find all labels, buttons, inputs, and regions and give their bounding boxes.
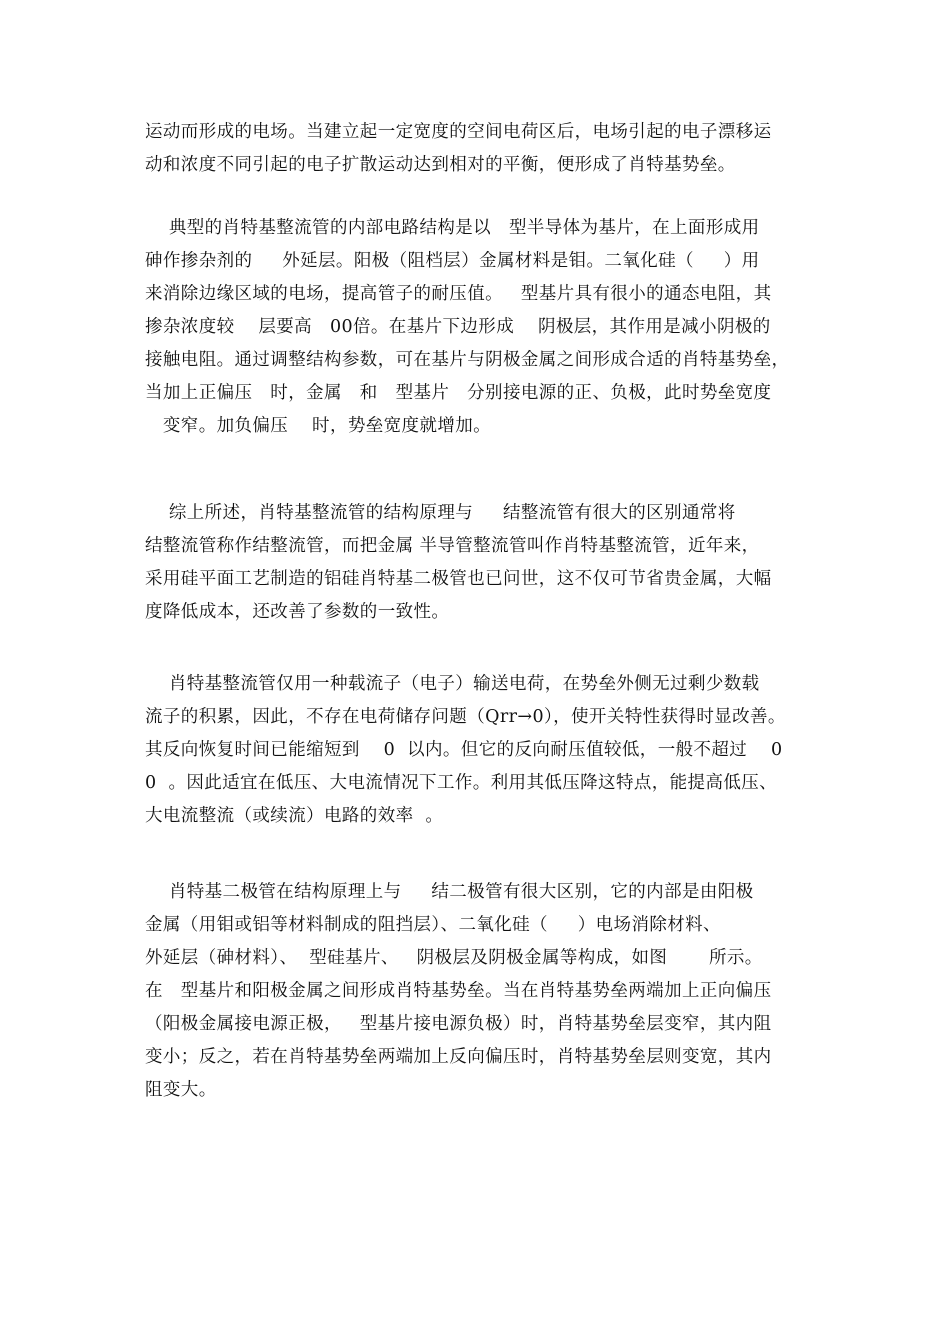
text-line: 砷作掺杂剂的 外延层。阳极（阻档层）金属材料是钼。二氧化硅（ ）用 (145, 251, 760, 271)
text-line: 综上所述，肖特基整流管的结构原理与 结整流管有很大的区别通常将 (145, 503, 736, 523)
text-line: （阳极金属接电源正极， 型基片接电源负极）时，肖特基势垒层变窄，其内阻 (145, 1014, 772, 1034)
text-line: 变窄。加负偏压 时，势垒宽度就增加。 (145, 416, 492, 436)
text-line: 结整流管称作结整流管，而把金属 半导管整流管叫作肖特基整流管，近年来， (145, 536, 760, 556)
text-line: 采用硅平面工艺制造的铝硅肖特基二极管也已问世，这不仅可节省贵金属，大幅 (145, 569, 772, 589)
paragraph-internal-structure (145, 212, 815, 443)
text-line: 大电流整流（或续流）电路的效率 。 (145, 806, 444, 826)
text-line: 来消除边缘区域的电场，提高管子的耐压值。 型基片具有很小的通态电阻，其 (145, 284, 772, 304)
paragraph-carrier-transport (145, 668, 815, 833)
text-line: 典型的肖特基整流管的内部电路结构是以 型半导体为基片，在上面形成用 (145, 218, 760, 238)
text-line: 动和浓度不同引起的电子扩散运动达到相对的平衡，便形成了肖特基势垒。 (145, 155, 736, 175)
text-line: 阻变大。 (145, 1080, 217, 1100)
text-line: 度降低成本，还改善了参数的一致性。 (145, 602, 450, 622)
text-line: 接触电阻。通过调整结构参数，可在基片与阴极金属之间形成合适的肖特基势垒， (145, 350, 790, 370)
text-line: 其反向恢复时间已能缩短到 0 以内。但它的反向耐压值较低，一般不超过 0 (145, 740, 783, 760)
text-line: 在 型基片和阳极金属之间形成肖特基势垒。当在肖特基势垒两端加上正向偏压 (145, 981, 772, 1001)
text-line: 肖特基二极管在结构原理上与 结二极管有很大区别，它的内部是由阳极 (145, 882, 754, 902)
paragraph-electric-field (145, 116, 815, 182)
text-line: 掺杂浓度较 层要高 00倍。在基片下边形成 阴极层，其作用是减小阴极的 (145, 317, 771, 337)
text-line: 变小；反之，若在肖特基势垒两端加上反向偏压时，肖特基势垒层则变宽，其内 (145, 1047, 772, 1067)
text-line: 肖特基整流管仅用一种载流子（电子）输送电荷，在势垒外侧无过剩少数载 (145, 674, 760, 694)
text-line: 当加上正偏压 时，金属 和 型基片 分别接电源的正、负极，此时势垒宽度 (145, 383, 772, 403)
paragraph-diode-structure (145, 876, 815, 1107)
text-line: 0 。因此适宜在低压、大电流情况下工作。利用其低压降这特点，能提高低压、 (145, 773, 778, 793)
text-line: 运动而形成的电场。当建立起一定宽度的空间电荷区后，电场引起的电子漂移运 (145, 122, 772, 142)
text-line: 外延层（砷材料）、 型硅基片、 阴极层及阴极金属等构成，如图 所示。 (145, 948, 763, 968)
text-line: 流子的积累，因此，不存在电荷储存问题（Qrr→0），使开关特性获得时显改善。 (145, 707, 786, 727)
text-line: 金属（用钼或铝等材料制成的阻挡层）、二氧化硅（ ）电场消除材料、 (145, 915, 721, 935)
paragraph-summary (145, 497, 815, 629)
